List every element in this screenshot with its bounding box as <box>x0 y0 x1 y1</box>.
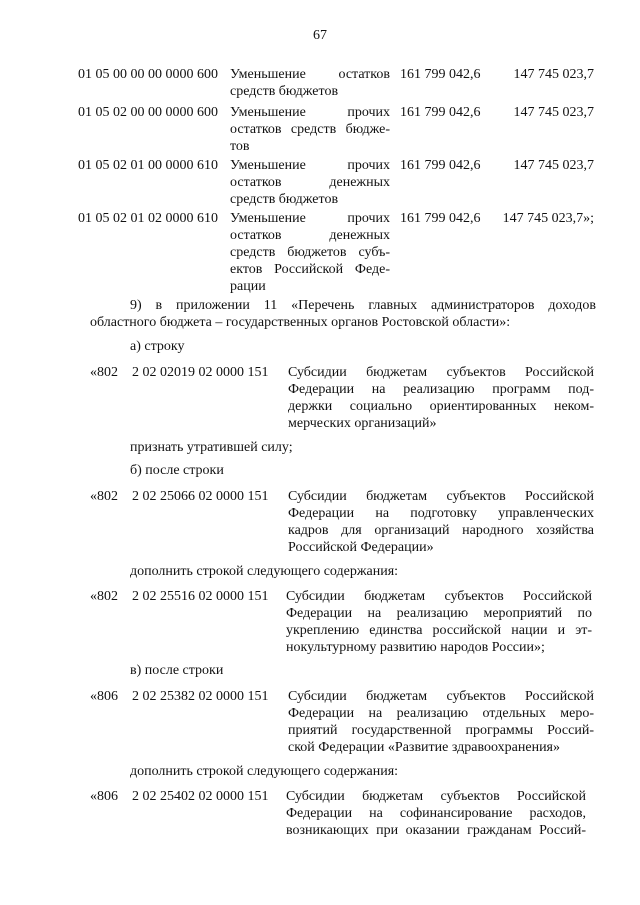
name-line: Уменьшение прочих <box>230 105 390 120</box>
value-2017: 161 799 042,6 <box>400 67 481 82</box>
revenue-code: 2 02 25066 02 0000 151 <box>132 489 269 504</box>
value-2017: 161 799 042,6 <box>400 158 481 173</box>
name-line: тов <box>230 139 250 154</box>
value-2018: 147 745 023,7 <box>513 158 594 173</box>
revenue-code: 2 02 25516 02 0000 151 <box>132 589 269 604</box>
description-line: приятий государственной программы Россий- <box>288 723 594 738</box>
description-line: укреплению единства российской нации и эт- <box>286 623 592 638</box>
budget-code: 01 05 02 00 00 0000 600 <box>78 105 218 120</box>
entry-description <box>286 788 586 839</box>
budget-code: 01 05 02 01 00 0000 610 <box>78 158 218 173</box>
name-line: остатков денежных <box>230 175 390 190</box>
sub-item-a: а) строку <box>130 339 185 354</box>
description-line: мерческих организаций» <box>288 416 437 431</box>
budget-code: 01 05 02 01 02 0000 610 <box>78 211 218 226</box>
admin-code: «806 <box>90 689 118 704</box>
value-2018: 147 745 023,7 <box>513 105 594 120</box>
description-line: Федерации на подготовку управленческих <box>288 506 594 521</box>
budget-name <box>230 157 390 208</box>
description-line: Субсидии бюджетам субъектов Российской <box>286 789 586 804</box>
page-number: 67 <box>313 28 327 43</box>
admin-code: «806 <box>90 789 118 804</box>
description-line: Российской Федерации» <box>288 540 434 555</box>
revenue-code: 2 02 25382 02 0000 151 <box>132 689 269 704</box>
revenue-code: 2 02 25402 02 0000 151 <box>132 789 269 804</box>
name-line: средств бюджетов <box>230 192 339 207</box>
description-line: возникающих при оказании гражданам Россий- <box>286 823 586 838</box>
name-line: остатков денежных <box>230 228 390 243</box>
description-line: Субсидии бюджетам субъектов Российской <box>288 489 594 504</box>
description-line: держки социально ориентированных неком- <box>288 399 594 414</box>
name-line: Уменьшение остатков <box>230 67 390 82</box>
name-line: Уменьшение прочих <box>230 158 390 173</box>
description-line: ской Федерации «Развитие здравоохранения» <box>288 740 560 755</box>
sub-item-b: б) после строки <box>130 463 224 478</box>
description-line: Субсидии бюджетам субъектов Российской <box>288 365 594 380</box>
description-line: Субсидии бюджетам субъектов Российской <box>286 589 592 604</box>
entry-description <box>288 364 594 432</box>
name-line: Уменьшение прочих <box>230 211 390 226</box>
paragraph-line: 9) в приложении 11 «Перечень главных администраторов доходов <box>130 298 596 313</box>
description-line: Федерации на реализацию отдельных меро- <box>288 706 594 721</box>
supplement-text: дополнить строкой следующего содержания: <box>130 564 399 579</box>
entry-description <box>286 588 592 656</box>
paragraph-line: областного бюджета – государственных органов Ростовской области»: <box>90 315 511 330</box>
value-2017: 161 799 042,6 <box>400 211 481 226</box>
recognize-invalid-text: признать утратившей силу; <box>130 440 293 455</box>
name-line: средств бюджетов <box>230 84 339 99</box>
description-line: Федерации на софинансирование расходов, <box>286 806 586 821</box>
budget-name <box>230 104 390 155</box>
supplement-text: дополнить строкой следующего содержания: <box>130 764 399 779</box>
name-line: остатков средств бюдже- <box>230 122 390 137</box>
entry-description <box>288 488 594 556</box>
value-2018: 147 745 023,7 <box>513 67 594 82</box>
value-2017: 161 799 042,6 <box>400 105 481 120</box>
item-9-paragraph <box>90 297 596 331</box>
name-line: ектов Российской Феде- <box>230 262 390 277</box>
entry-description <box>288 688 594 756</box>
name-line: средств бюджетов субъ- <box>230 245 390 260</box>
budget-name <box>230 66 390 100</box>
revenue-code: 2 02 02019 02 0000 151 <box>132 365 269 380</box>
description-line: нокультурному развитию народов России»; <box>286 640 545 655</box>
name-line: рации <box>230 279 266 294</box>
admin-code: «802 <box>90 589 118 604</box>
description-line: Федерации на реализацию программ под- <box>288 382 594 397</box>
description-line: кадров для организаций народного хозяйства <box>288 523 594 538</box>
value-2018: 147 745 023,7»; <box>502 211 594 226</box>
description-line: Федерации на реализацию мероприятий по <box>286 606 592 621</box>
budget-code: 01 05 00 00 00 0000 600 <box>78 67 218 82</box>
admin-code: «802 <box>90 489 118 504</box>
admin-code: «802 <box>90 365 118 380</box>
description-line: Субсидии бюджетам субъектов Российской <box>288 689 594 704</box>
budget-name <box>230 210 390 295</box>
sub-item-v: в) после строки <box>130 663 224 678</box>
